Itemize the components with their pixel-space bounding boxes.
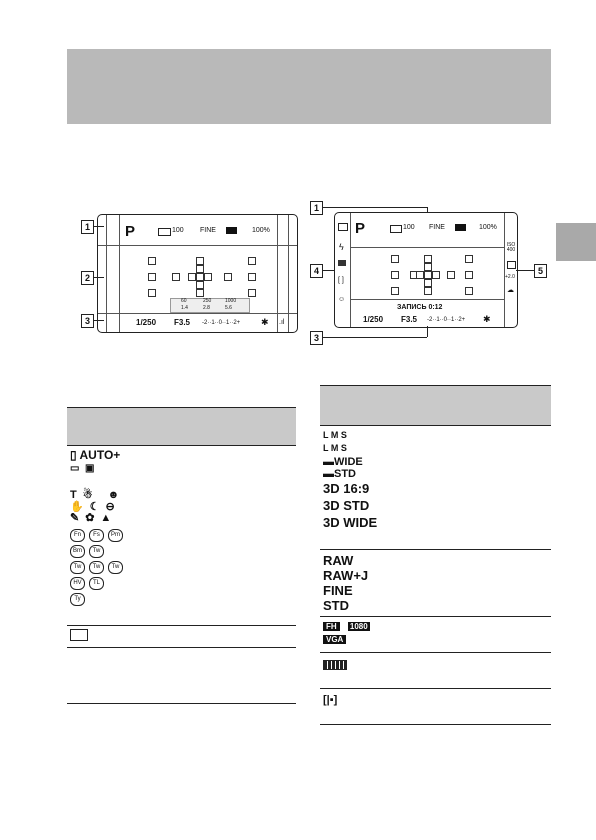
shutter-speed-2: 1/250 xyxy=(363,315,384,324)
flash-icon: ✱ xyxy=(261,317,269,327)
callout-1-right: 1 xyxy=(310,201,323,215)
section-banner xyxy=(67,49,551,124)
metering-icon xyxy=(507,261,516,269)
movie-size-icons: FH 1080 VGA xyxy=(323,620,393,646)
record-time: ЗАПИСЬ 0:12 xyxy=(397,304,443,311)
panorama-wide: ▬WIDE xyxy=(323,456,363,468)
callout-4: 4 xyxy=(310,264,323,278)
mode-badges: Fn Fs Pm Bm Tw Tw Tw Tw HV TL Ty xyxy=(70,527,136,607)
lcd-screen-right xyxy=(334,212,518,328)
iso-label: ISO 400 xyxy=(506,242,516,253)
battery-label: 100% xyxy=(252,227,270,234)
auto-mode-icons: ▯ AUTO+ xyxy=(70,448,121,462)
side-tab xyxy=(556,223,596,261)
callout-1: 1 xyxy=(81,220,94,234)
exposure-scale: -2··1··0··1··2+ xyxy=(202,320,241,326)
shutter-aperture-bar: 60 250 1000 1.4 2.8 5.6 xyxy=(170,298,250,313)
callout-5: 5 xyxy=(534,264,547,278)
shutter-speed: 1/250 xyxy=(136,318,157,327)
quality-label: FINE xyxy=(200,227,216,234)
image-size-icons: L M S L M S xyxy=(323,430,347,453)
recording-folder-icon: [|▪] xyxy=(323,694,338,706)
flash-mode-icon: ϟ xyxy=(339,242,344,252)
exposure-scale-2: -2··1··0··1··2+ xyxy=(427,317,466,323)
aperture-value: F3.5 xyxy=(174,318,191,327)
table-left: ▯ AUTO+ ▭ ▣ T☃ ☻ ✋☾⊖ ✎✿▲ Fn Fs Pm Bm Tw Tw Tw Tw HV TL Ty xyxy=(67,407,296,704)
quality-label-2: FINE xyxy=(429,224,445,231)
memory-card-icon xyxy=(158,228,171,236)
quality-options: RAW RAW+J FINE STD xyxy=(323,553,369,613)
battery-icon xyxy=(323,660,347,670)
3d-options: 3D 16:9 3D STD 3D WIDE xyxy=(323,481,378,531)
callout-3: 3 xyxy=(81,314,94,328)
shots-remaining-2: 100 xyxy=(403,224,415,231)
mode-label: P xyxy=(125,223,136,240)
white-balance-icon: ☁ xyxy=(507,287,514,294)
callout-3-right: 3 xyxy=(310,331,323,345)
face-detect-icon: ☺ xyxy=(338,296,346,303)
memory-card-icon-2 xyxy=(390,225,402,233)
movie-size-icon xyxy=(226,227,237,234)
exposure-comp: +2.0 xyxy=(505,274,515,280)
table-right xyxy=(320,385,551,725)
callout-2: 2 xyxy=(81,271,94,285)
drive-mode-icon xyxy=(338,223,348,231)
flash-icon-2: ✱ xyxy=(483,314,491,324)
battery-label-2: 100% xyxy=(479,224,497,231)
af-area-icon: [ ] xyxy=(338,277,344,284)
movie-size-icon-2 xyxy=(455,224,466,231)
aperture-value-2: F3.5 xyxy=(401,315,418,324)
memory-card-icon-table xyxy=(70,629,88,641)
lcd-screen-left xyxy=(97,214,298,333)
scene-icons: T☃ ☻ xyxy=(70,489,126,502)
panorama-std: ▬STD xyxy=(323,467,356,480)
focus-mode-icon xyxy=(338,260,346,266)
mode-label-2: P xyxy=(355,220,366,237)
shots-remaining: 100 xyxy=(172,227,184,234)
signal-icon: .ıl xyxy=(279,319,285,326)
